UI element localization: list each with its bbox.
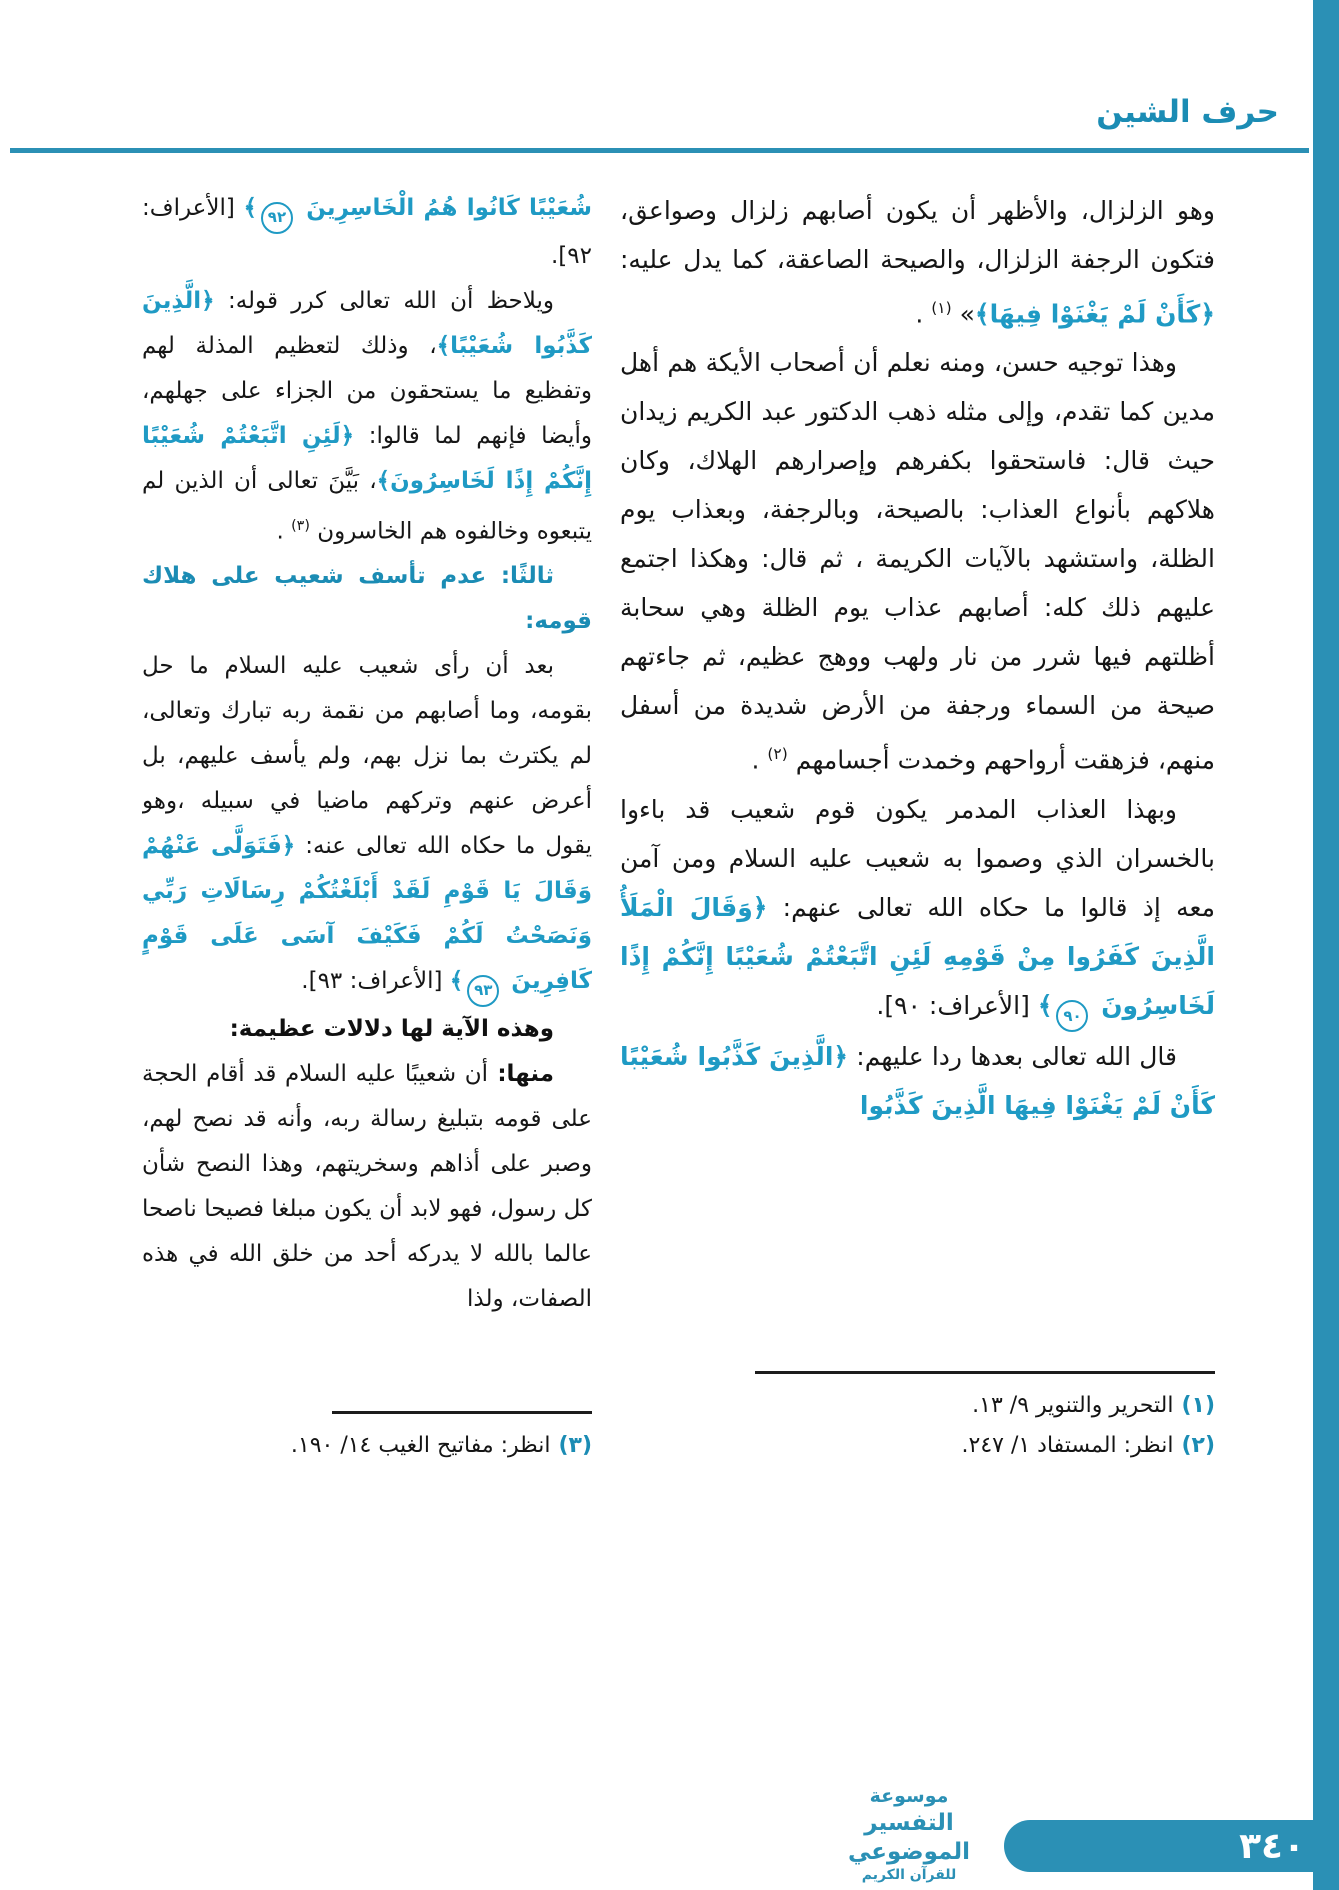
paragraph bbox=[142, 644, 592, 1007]
page-edge-band bbox=[1313, 0, 1339, 1890]
footnote bbox=[620, 1386, 1215, 1426]
text-segment: وهو الزلزال، والأظهر أن يكون أصابهم زلزال وصواعق، فتكون الرجفة الزلزال، والصيحة الصاعقة، كما يدل عليه: bbox=[620, 196, 1215, 274]
footnote-text: انظر: مفاتيح الغيب ١٤/ ١٩٠. bbox=[290, 1433, 551, 1458]
footnote-ref: (١) bbox=[931, 299, 952, 317]
text-segment: وبهذا العذاب المدمر يكون قوم شعيب قد باءوا بالخسران الذي وصموا به شعيب عليه السلام ومن آمن معه إذ قالوا ما حكاه الله تعالى عنهم: bbox=[620, 794, 1215, 922]
text-segment: » bbox=[951, 299, 975, 329]
quran-verse: ﴿وَقَالَ الْمَلَأُ الَّذِينَ كَفَرُوا مِنْ قَوْمِهِ لَئِنِ اتَّبَعْتُمْ شُعَيْبًا إِنَّكُمْ إِذًا لَخَاسِرُونَ bbox=[620, 892, 1215, 1020]
quran-verse: ﴿كَأَنْ لَمْ يَغْنَوْا فِيهَا﴾ bbox=[974, 299, 1215, 329]
text-segment: وهذا توجيه حسن، ومنه نعلم أن أصحاب الأيكة هم أهل مدين كما تقدم، وإلى مثله ذهب الدكتور عبد الكريم زيدان حيث قال: فاستحقوا بكفرهم وإصرارهم الهلاك، وكان هلاكهم بأنواع العذاب: بالصيحة، وبالرجفة، وبعذاب يوم الظلة، واستشهد بالآيات الكريمة ، ثم قال: وهكذا اجتمع عليهم ذلك كله: أصابهم عذاب يوم الظلة وهي سحابة أظلتهم فيها شرر من نار ولهب ووهج عظيم، ثم جاءتهم صيحة من السماء ورجفة من الأرض شديدة من أسفل منهم، فزهقت أرواحهم وخمدت أجسامهم bbox=[620, 348, 1215, 775]
ayah-number-marker: ٩٠ bbox=[1056, 1000, 1088, 1032]
footnote bbox=[620, 1426, 1215, 1466]
quran-verse: ﴿لَئِنِ اتَّبَعْتُمْ شُعَيْبًا إِنَّكُمْ إِذًا لَخَاسِرُونَ﴾ bbox=[142, 422, 592, 494]
text-segment: ثالثًا: عدم تأسف شعيب على هلاك قومه: bbox=[142, 563, 592, 635]
footnote-text: التحرير والتنوير ٩/ ١٣. bbox=[972, 1393, 1174, 1418]
publisher-logo bbox=[809, 1785, 1009, 1884]
chapter-title: حرف الشين bbox=[1096, 94, 1279, 130]
ayah-number-marker: ٩٣ bbox=[467, 975, 499, 1007]
logo-text: التفسير الموضوعي bbox=[848, 1810, 970, 1865]
paragraph bbox=[142, 186, 592, 279]
section-heading bbox=[142, 554, 592, 644]
footnote bbox=[142, 1426, 592, 1466]
footnote-separator bbox=[332, 1411, 592, 1414]
footnote-list-right bbox=[620, 1386, 1215, 1466]
text-segment: [الأعراف: ٩٢]. bbox=[142, 195, 592, 269]
footnote-ref: (٣) bbox=[291, 517, 310, 534]
text-segment: . bbox=[276, 518, 292, 545]
paragraph bbox=[620, 785, 1215, 1033]
text-segment: [الأعراف: ٩٣]. bbox=[301, 968, 450, 995]
page-number: ٣٤٠ bbox=[1239, 1825, 1305, 1867]
logo-text: للقرآن الكريم bbox=[861, 1866, 957, 1883]
text-segment: أن شعيبًا عليه السلام قد أقام الحجة على قومه بتبليغ رسالة ربه، وأنه قد نصح لهم، وصبر على أذاهم وسخريتهم، وهذا النصح شأن كل رسول، فهو لابد أن يكون مبلغا فصيحا ناصحا عالما بالله لا يدركه أحد من خلق الله في هذه الصفات، ولذا bbox=[142, 1060, 592, 1312]
text-segment: وهذه الآية لها دلالات عظيمة: bbox=[229, 1015, 554, 1042]
column-right-text bbox=[620, 186, 1215, 1346]
quran-verse: ﴿فَتَوَلَّى عَنْهُمْ وَقَالَ يَا قَوْمِ لَقَدْ أَبْلَغْتُكُمْ رِسَالَاتِ رَبِّي وَنَصَحْتُ لَكُمْ فَكَيْفَ آسَى عَلَى قَوْمٍ كَافِرِينَ bbox=[142, 833, 592, 995]
column-left bbox=[142, 186, 592, 1466]
paragraph bbox=[620, 1032, 1215, 1130]
footnote-ref: (٢) bbox=[767, 745, 788, 764]
text-segment: بعد أن رأى شعيب عليه السلام ما حل بقومه، وما أصابهم من نقمة ربه تبارك وتعالى، لم يكترث بما نزل بهم، ولم يأسف عليهم، بل أعرض عنهم وتركهم ماضيا في سبيله ،وهو يقول ما حكاه الله تعالى عنه: bbox=[142, 653, 592, 860]
text-segment: . bbox=[915, 299, 932, 329]
logo-text: موسوعة bbox=[869, 1785, 949, 1808]
quran-verse: ﴾ bbox=[1037, 990, 1053, 1020]
quran-verse: ﴿الَّذِينَ كَذَّبُوا شُعَيْبًا كَأَنْ لَمْ يَغْنَوْا فِيهَا الَّذِينَ كَذَّبُوا bbox=[620, 1042, 1215, 1121]
footnote-list-left bbox=[142, 1426, 592, 1466]
footnotes-left bbox=[142, 1411, 592, 1466]
paragraph bbox=[142, 279, 592, 555]
footnotes-right bbox=[620, 1371, 1215, 1466]
quran-verse: ﴾ bbox=[243, 195, 257, 221]
footnote-separator bbox=[755, 1371, 1215, 1374]
text-segment: منها: bbox=[488, 1060, 555, 1087]
column-left-text bbox=[142, 186, 592, 1381]
quran-verse: ﴾ bbox=[449, 968, 464, 995]
paragraph bbox=[620, 186, 1215, 338]
footnote-text: انظر: المستفاد ١/ ٢٤٧. bbox=[961, 1433, 1174, 1458]
text-segment: . bbox=[751, 745, 768, 775]
page-number-band bbox=[1004, 1820, 1339, 1872]
footnote-number: (٣) bbox=[558, 1433, 592, 1458]
paragraph bbox=[142, 1052, 592, 1322]
paragraph bbox=[620, 338, 1215, 784]
footnote-number: (٢) bbox=[1181, 1433, 1215, 1458]
quran-verse: شُعَيْبًا كَانُوا هُمُ الْخَاسِرِينَ bbox=[296, 195, 592, 221]
paragraph bbox=[142, 1007, 592, 1052]
text-segment: قال الله تعالى بعدها ردا عليهم: bbox=[848, 1042, 1177, 1072]
column-right bbox=[620, 186, 1215, 1466]
text-segment: ويلاحظ أن الله تعالى كرر قوله: bbox=[214, 287, 554, 314]
header-rule bbox=[10, 148, 1309, 153]
text-segment: [الأعراف: ٩٠]. bbox=[876, 990, 1038, 1020]
footnote-number: (١) bbox=[1181, 1393, 1215, 1418]
text-segment: ، وذلك لتعظيم المذلة لهم وتفظيع ما يستحقون من الجزاء على جهلهم، وأيضا فإنهم لما قالوا: bbox=[142, 332, 592, 449]
page-content bbox=[142, 186, 1215, 1466]
quran-verse: ﴿الَّذِينَ كَذَّبُوا شُعَيْبًا﴾ bbox=[142, 287, 592, 359]
text-segment: ، بَيَّنَ تعالى أن الذين لم يتبعوه وخالفوه هم الخاسرون bbox=[142, 467, 592, 545]
ayah-number-marker: ٩٢ bbox=[261, 202, 293, 234]
